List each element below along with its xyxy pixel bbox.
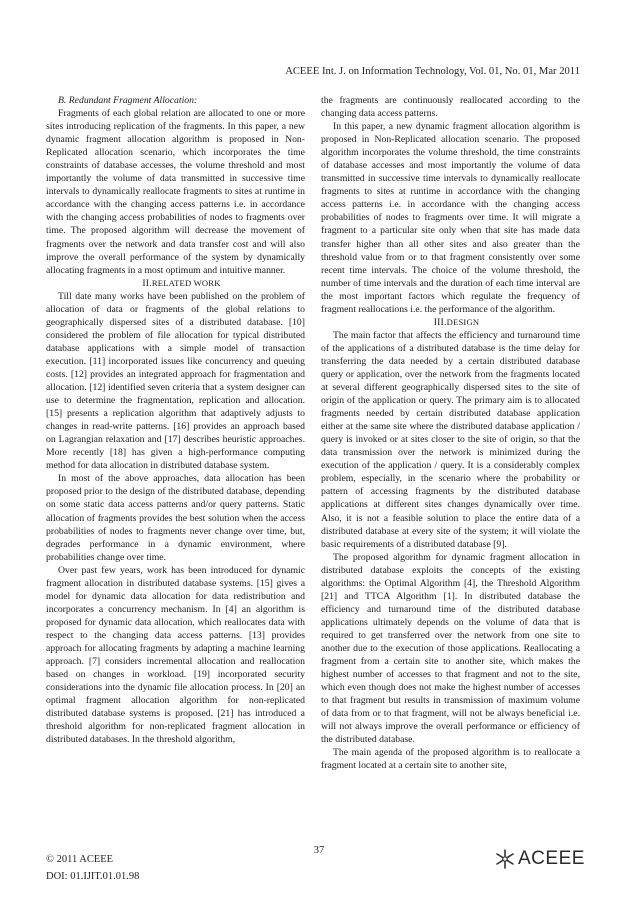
paragraph: the fragments are continuously reallocated according to the changing data access patterns. [321, 95, 580, 120]
paragraph: The main agenda of the proposed algorithm is to reallocate a fragment located at a certain site to another site, [321, 747, 580, 772]
section-number: III. [433, 316, 447, 328]
paragraph: Fragments of each global relation are allocated to one or more sites introducing replication of the fragments. In this paper, a new dynamic fragment allocation algorithm is proposed in Non-Replicated allocation scenario, which incorporates the time constraints of database accesses, the volume threshold and most importantly the volume of data transmitted in successive time intervals to dynamically reallocate fragments to sites at runtime in accordance with the changing access patterns i.e. in accordance with the changing access probabilities of nodes to fragments over time. The proposed algorithm will decrease the movement of fragments over the network and data transfer cost and will also improve the overall performance of the system by dynamically allocating fragments in a most optimum and intuitive manner. [46, 108, 305, 276]
running-head: ACEEE Int. J. on Information Technology, Vol. 01, No. 01, Mar 2011 [285, 66, 580, 77]
paragraph: The proposed algorithm for dynamic fragment allocation in distributed database exploits the concepts of the existing algorithms: the Optimal Algorithm [4], the Threshold Algorithm [21] and TTCA Algorithm [1]. In distributed database the efficiency and turnaround time of the distributed database applications ultimately depends on the volume of data that is required to get transferred over the network from one site to another due to the execution of those applications. Reallocating a fragment from a certain site to another site, which makes the highest number of accesses to that fragment and not to the site, which even though does not make the highest number of accesses to that fragment but results in transmission of maximum volume of data from or to that fragment, will not be always beneficial i.e. will not always improve the overall performance or efficiency of the distributed database. [321, 551, 580, 746]
aceee-star-logo-icon [494, 848, 516, 870]
section-number: II. [142, 277, 152, 289]
copyright: © 2011 ACEEE [46, 854, 114, 865]
paragraph: Over past few years, work has been introduced for dynamic fragment allocation in distributed database systems. [15] gives a model for dynamic data allocation for data redistribution and incorporates a concurrency mechanism. In [4] an algorithm is proposed for dynamic data allocation, which reallocates data with respect to the changing data access patterns. [13] provides approach for allocating fragments by adapting a machine learning approach. [7] considers incremental allocation and reallocation based on changes in workload. [19] incorporated security considerations into the dynamic file allocation process. In [20] an optimal fragment allocation algorithm for non-replicated distributed database systems is proposed. [21] has introduced a threshold algorithm for non-replicated fragment allocation in distributed databases. In the threshold algorithm, [46, 564, 305, 746]
paragraph: In most of the above approaches, data allocation has been proposed prior to the design of the distributed database, depending on some static data access patterns and/or query patterns. Static allocation of fragments provides the best solution when the access probabilities of nodes to fragments never change over time, but, degrades performance in a dynamic environment, where probabilities change over time. [46, 473, 305, 563]
section-title: RELATED WORK [151, 277, 221, 288]
paragraph: In this paper, a new dynamic fragment allocation algorithm is proposed in Non-Replicated allocation scenario. The proposed algorithm incorporates the volume threshold, the time constraints of database accesses and most importantly the volume of data transmitted in successive time intervals to dynamically reallocate fragments to sites at runtime in accordance with the changing access patterns i.e. in accordance with the changing access probabilities of nodes to fragments over time. It will migrate a fragment to a particular site only when that site has made data transfer higher than all other sites and also greater than the threshold value from or to that fragment consistently over some recent time intervals. The choice of the volume threshold, the number of time intervals and the duration of each time interval are the most important factors which regulate the frequency of fragment reallocations i.e. the performance of the algorithm. [321, 121, 580, 315]
section-heading-related-work [46, 277, 305, 290]
paragraph: The main factor that affects the efficiency and turnaround time of the applications of a distributed database is the time delay for transferring the data needed by a certain distributed database query or application, over the network from the fragments located at several different geographically dispersed sites to the site of origin of the application or query. The primary aim is to allocated fragments needed by certain distributed database application either at the same site where the distributed database application / query is invoked or at sites closer to the site of origin, so that the data transmission over the network is minimized during the execution of the application / query. It is a considerably complex problem, especially, in the scenario where the probability or pattern of accessing fragments by the distributed database applications at different sites changes dynamically over time. Also, it is not a feasible solution to place the entire data of a distributed database at every site of the system; it will violate the basic requirements of a distributed database [9]. [321, 329, 580, 550]
paragraph: Till date many works have been published on the problem of allocation of data or fragments of the global relations to geographically dispersed sites of a distributed database. [10] considered the problem of file allocation for typical distributed database applications with a simple model of transaction execution. [11] incorporated issues like concurrency and queuing costs. [12] provides an integrated approach for fragmentation and allocation. [12] identified seven criteria that a system designer can use to determine the fragmentation, replication and allocation. [15] presents a replication algorithm that adaptively adjusts to changes in read-write patterns. [16] provides an approach based on Lagrangian relaxation and [17] describes heuristic approaches. More recently [18] has given a high-performance computing method for data allocation in distributed database system. [46, 290, 305, 472]
page-number: 37 [313, 845, 325, 856]
footer-info [46, 852, 139, 885]
left-column [46, 94, 305, 746]
subsection-heading: B. Redundant Fragment Allocation: [58, 95, 198, 106]
logo-wordmark: ACEEE [518, 848, 585, 869]
section-title: DESIGN [446, 316, 480, 327]
doi: DOI: 01.IJIT.01.01.98 [46, 870, 140, 882]
aceee-logo [494, 848, 585, 870]
section-heading-design [321, 316, 580, 329]
right-column [321, 94, 580, 772]
